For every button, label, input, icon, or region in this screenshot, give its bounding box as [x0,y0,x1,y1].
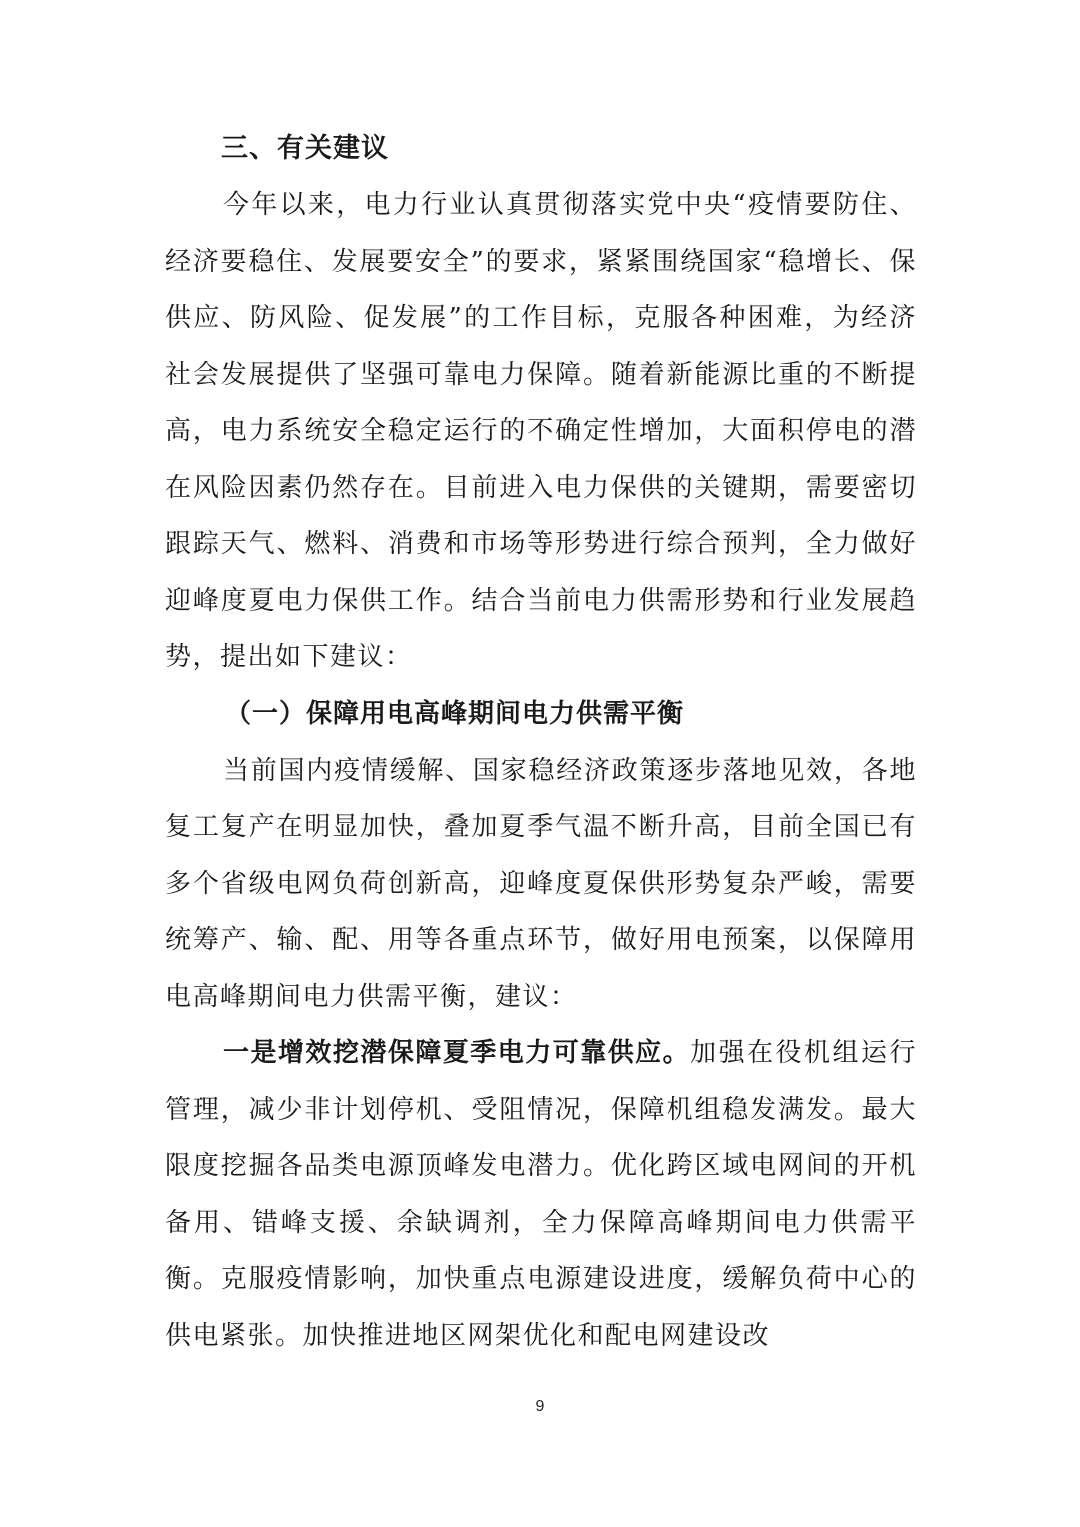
subsection-heading: （一）保障用电高峰期间电力供需平衡 [225,698,685,729]
subsection-paragraph: 当前国内疫情缓解、国家稳经济政策逐步落地见效，各地复工复产在明显加快，叠加夏季气温不断升高，目前全国已有多个省级电网负荷创新高，迎峰度夏保供形势复杂严峻，需要统筹产、输、配、用等各重点环节，做好用电预案，以保障用电高峰期间电力供需平衡，建议： [165,755,917,1012]
point-one-paragraph [165,1025,917,1364]
intro-paragraph: 今年以来，电力行业认真贯彻落实党中央“疫情要防住、经济要稳住、发展要安全”的要求，紧紧围绕国家“稳增长、保供应、防风险、促发展”的工作目标，克服各种困难，为经济社会发展提供了坚强可靠电力保障。随着新能源比重的不断提高，电力系统安全稳定运行的不确定性增加，大面积停电的潜在风险因素仍然存在。目前进入电力保供的关键期，需要密切跟踪天气、燃料、消费和市场等形势进行综合预判，全力做好迎峰度夏电力保供工作。结合当前电力供需形势和行业发展趋势，提出如下建议： [165,190,917,672]
point-one-lead: 一是增效挖潜保障夏季电力可靠供应。 [223,1038,691,1068]
section-heading: 三、有关建议 [221,133,389,164]
point-one-body: 加强在役机组运行管理，减少非计划停机、受阻情况，保障机组稳发满发。最大限度挖掘各品类电源顶峰发电潜力。优化跨区域电网间的开机备用、错峰支援、余缺调剂，全力保障高峰期间电力供需平衡。克服疫情影响，加快重点电源建设进度，缓解负荷中心的供电紧张。加快推进地区网架优化和配电网建设改 [165,1038,917,1351]
page-content [165,120,917,1364]
page-number: 9 [535,1398,545,1415]
